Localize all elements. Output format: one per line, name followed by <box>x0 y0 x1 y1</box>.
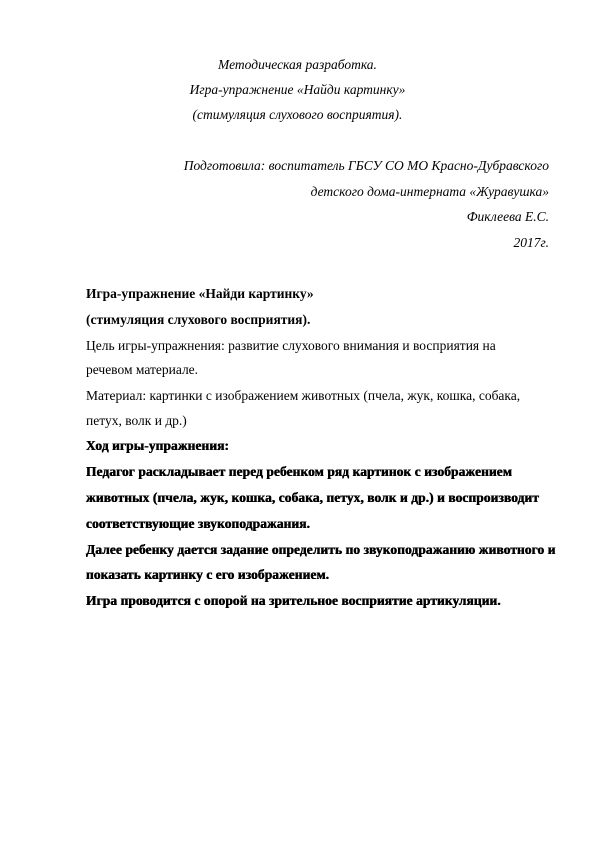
paragraph-1-line-2: животных (пчела, жук, кошка, собака, петух, волк и др.) и воспроизводит <box>86 490 539 505</box>
paragraph-2-line-2: показать картинку с его изображением. <box>86 567 330 582</box>
paragraph-3-line-1: Игра проводится с опорой на зрительное восприятие артикуляции. <box>86 593 501 608</box>
paragraph-2-line-1: Далее ребенку дается задание определить по звукоподражанию животного и <box>86 542 556 557</box>
author-line-1: Подготовила: воспитатель ГБСУ СО МО Красно-Дубравского <box>183 158 549 173</box>
progress-heading: Ход игры-упражнения: <box>86 438 230 453</box>
goal-line-1: Цель игры-упражнения: развитие слухового внимания и восприятия на <box>86 338 496 353</box>
author-line-2: детского дома-интерната «Журавушка» <box>310 184 549 199</box>
paragraph-1-line-3: соответствующие звукоподражания. <box>86 516 311 531</box>
material-line-2: петух, волк и др.) <box>86 413 187 428</box>
author-year: 2017г. <box>513 235 549 250</box>
header-line-3: (стимуляция слухового восприятия). <box>192 107 403 122</box>
body-subtitle: (стимуляция слухового восприятия). <box>86 312 311 327</box>
header-line-2: Игра-упражнение «Найди картинку» <box>189 82 406 97</box>
header-line-1: Методическая разработка. <box>218 57 377 72</box>
body-title: Игра-упражнение «Найди картинку» <box>86 286 314 301</box>
goal-line-2: речевом материале. <box>86 362 199 377</box>
material-line-1: Материал: картинки с изображением животных (пчела, жук, кошка, собака, <box>86 388 521 403</box>
paragraph-1-line-1: Педагог раскладывает перед ребенком ряд картинок с изображением <box>86 464 513 479</box>
author-name: Фиклеева Е.С. <box>466 209 549 224</box>
